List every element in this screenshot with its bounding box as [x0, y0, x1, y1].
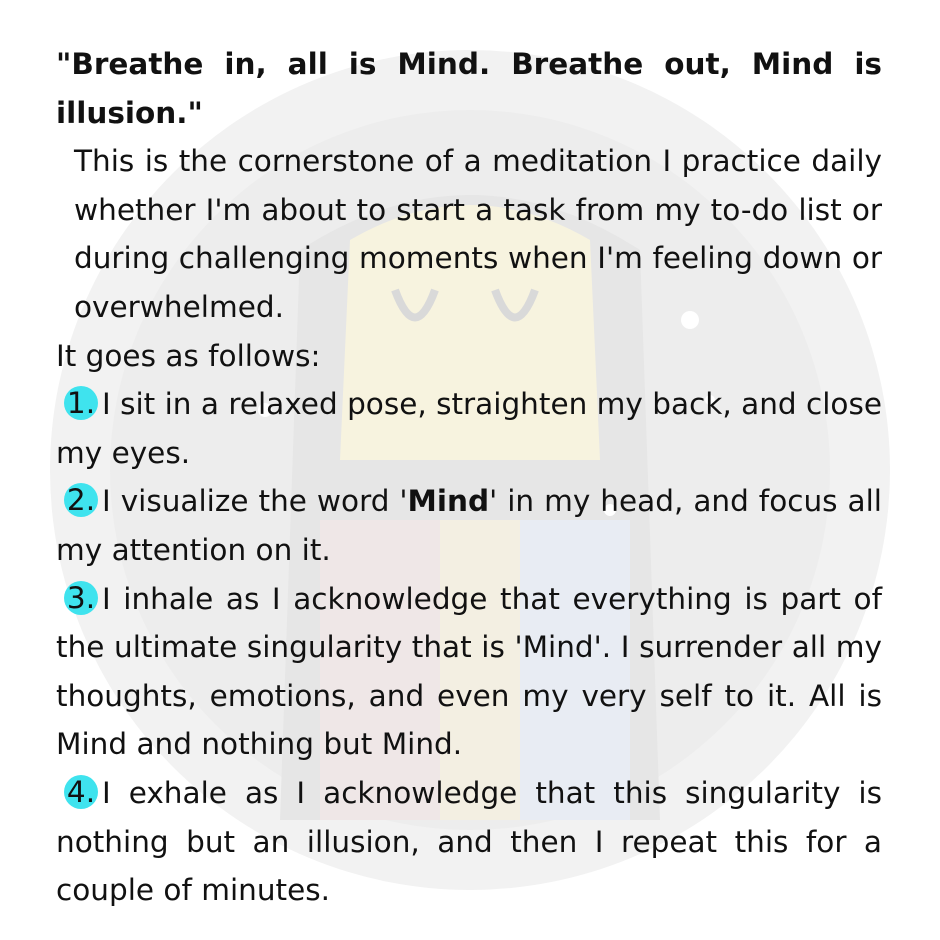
step-text: I inhale as I acknowledge that everything is part of the ultimate singularity that is 'Mind'. I surrender all my thoughts, emotions, and even my very self to it. All is Mind and nothing but Mind. — [56, 581, 882, 762]
step-4 — [56, 769, 882, 915]
quote-title: "Breathe in, all is Mind. Breathe out, Mind is illusion." — [56, 47, 882, 130]
step-2 — [56, 477, 882, 574]
step-number-badge: 3. — [64, 581, 98, 615]
step-number-badge: 4. — [64, 775, 98, 809]
intro-paragraph: This is the cornerstone of a meditation I practice daily whether I'm about to start a task from my to-do list or during challenging moments when I'm feeling down or overwhelmed. — [74, 144, 882, 324]
step-1 — [56, 380, 882, 477]
step-text-after: ' in my head, and focus all my attention on it. — [56, 484, 882, 567]
step-3 — [56, 575, 882, 769]
step-text-before: I visualize the word ' — [102, 484, 408, 519]
lead-in: It goes as follows: — [56, 338, 321, 373]
step-number-badge: 1. — [64, 386, 98, 420]
meditation-text — [56, 40, 882, 915]
step-number-badge: 2. — [64, 483, 98, 517]
step-text: I sit in a relaxed pose, straighten my back, and close my eyes. — [56, 387, 882, 470]
step-emphasis: Mind — [407, 484, 490, 519]
step-text: I exhale as I acknowledge that this singularity is nothing but an illusion, and then I repeat this for a couple of minutes. — [56, 775, 882, 908]
